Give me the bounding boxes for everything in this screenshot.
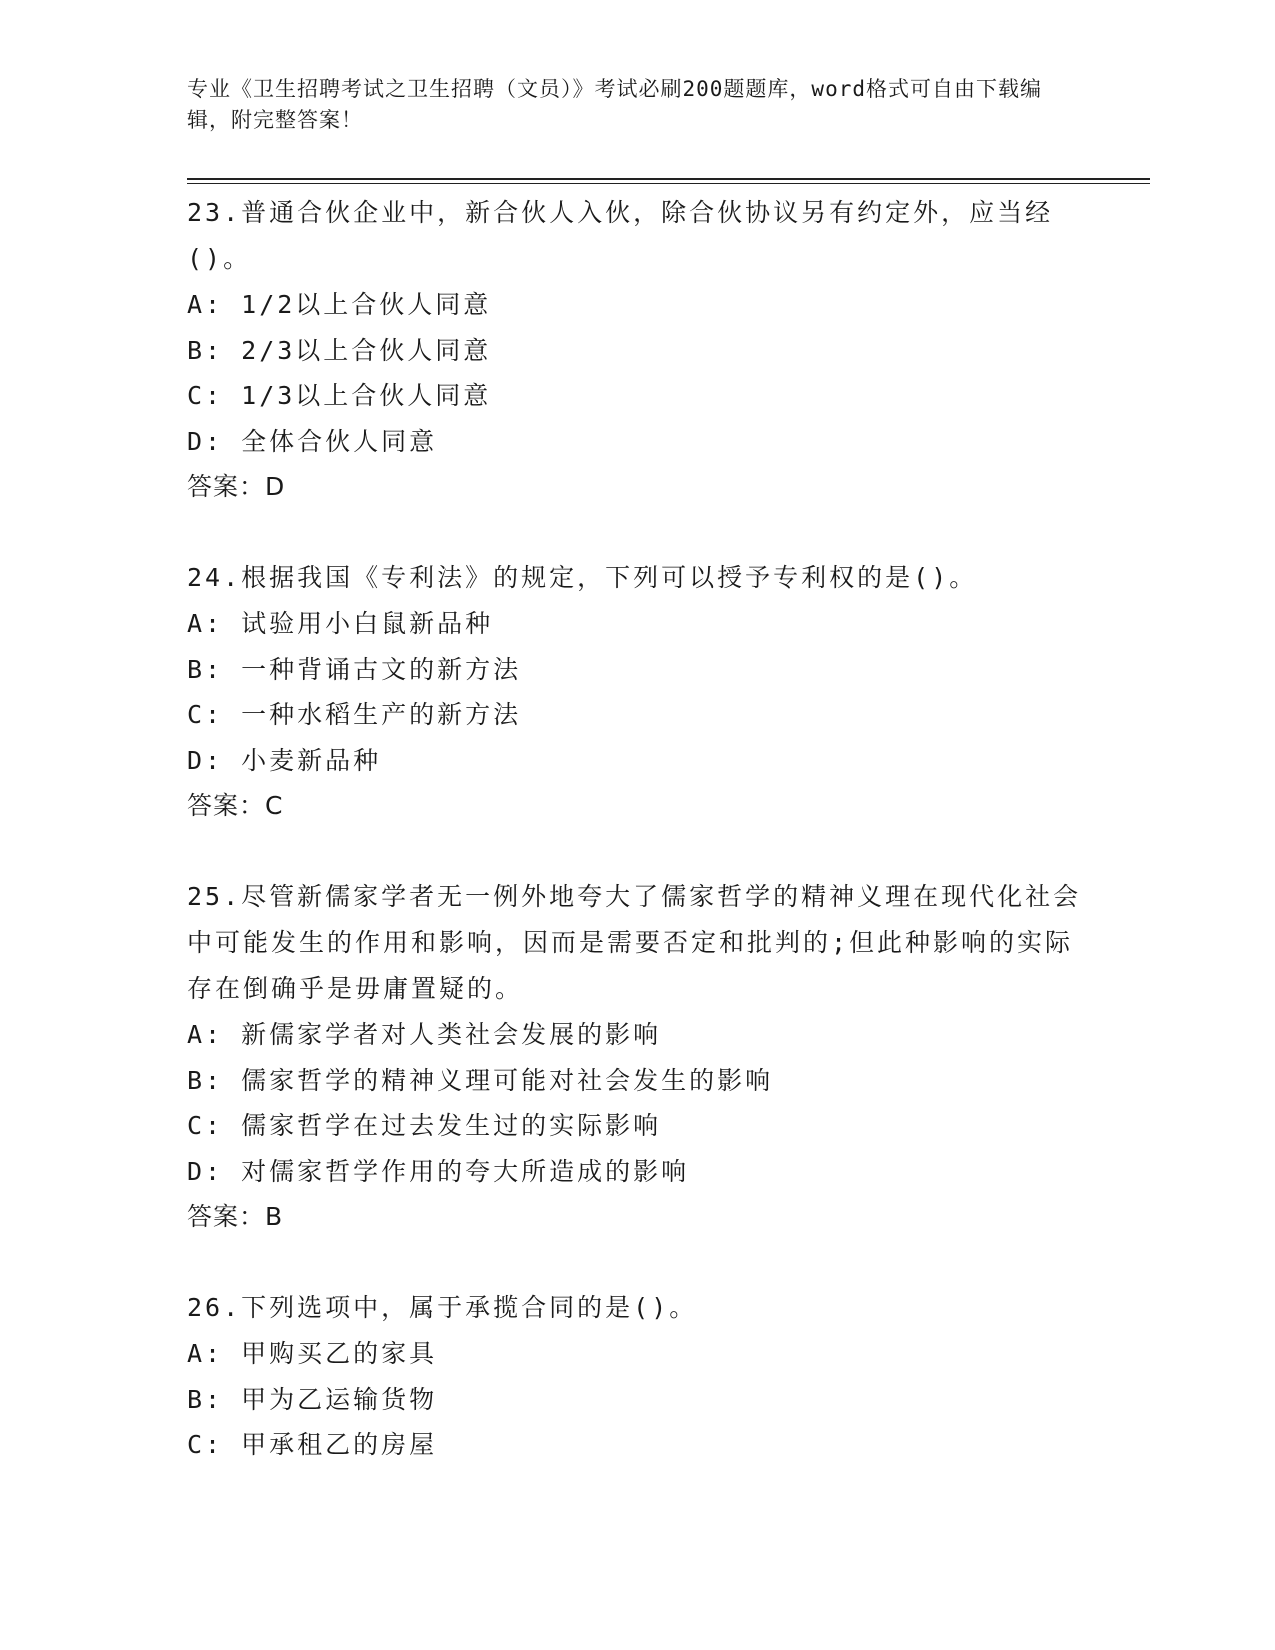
question-spacer bbox=[187, 1240, 1087, 1285]
question-text: 26.下列选项中，属于承揽合同的是()。 bbox=[187, 1293, 698, 1322]
option-a: A: 试验用小白鼠新品种 bbox=[187, 609, 494, 638]
question-text: 24.根据我国《专利法》的规定，下列可以授予专利权的是()。 bbox=[187, 563, 978, 592]
option-d: D: 全体合伙人同意 bbox=[187, 426, 438, 456]
question-text: 23.普通合伙企业中，新合伙人入伙，除合伙协议另有约定外，应当经()。 bbox=[187, 198, 1054, 273]
document-header: 专业《卫生招聘考试之卫生招聘（文员）》考试必刷200题题库，word格式可自由下载编辑，附完整答案！ bbox=[187, 77, 1042, 132]
header-divider-thin bbox=[187, 183, 1150, 184]
question-23 bbox=[187, 190, 1087, 510]
option-b: B: 甲为乙运输货物 bbox=[187, 1384, 438, 1414]
option-b: B: 儒家哲学的精神义理可能对社会发生的影响 bbox=[187, 1065, 774, 1095]
option-a: A: 1/2以上合伙人同意 bbox=[187, 290, 492, 319]
option-d: D: 小麦新品种 bbox=[187, 745, 382, 775]
question-26 bbox=[187, 1285, 1087, 1468]
header-divider-thick bbox=[187, 178, 1150, 180]
option-c: C: 儒家哲学在过去发生过的实际影响 bbox=[187, 1111, 662, 1140]
question-24 bbox=[187, 555, 1087, 829]
answer-line: 答案：D bbox=[187, 472, 286, 501]
option-a: A: 甲购买乙的家具 bbox=[187, 1339, 438, 1368]
answer-line: 答案：C bbox=[187, 791, 284, 820]
option-b: B: 2/3以上合伙人同意 bbox=[187, 335, 492, 365]
question-spacer bbox=[187, 829, 1087, 874]
option-d: D: 对儒家哲学作用的夸大所造成的影响 bbox=[187, 1156, 690, 1186]
answer-line: 答案：B bbox=[187, 1202, 284, 1231]
option-a: A: 新儒家学者对人类社会发展的影响 bbox=[187, 1020, 662, 1049]
question-25 bbox=[187, 874, 1087, 1240]
option-c: C: 甲承租乙的房屋 bbox=[187, 1430, 438, 1459]
question-spacer bbox=[187, 510, 1087, 555]
option-c: C: 1/3以上合伙人同意 bbox=[187, 381, 492, 410]
question-text: 25.尽管新儒家学者无一例外地夸大了儒家哲学的精神义理在现代化社会中可能发生的作用和影响，因而是需要否定和批判的;但此种影响的实际存在倒确乎是毋庸置疑的。 bbox=[187, 882, 1082, 1003]
question-list bbox=[187, 190, 1087, 1468]
option-c: C: 一种水稻生产的新方法 bbox=[187, 700, 522, 729]
option-b: B: 一种背诵古文的新方法 bbox=[187, 654, 522, 684]
